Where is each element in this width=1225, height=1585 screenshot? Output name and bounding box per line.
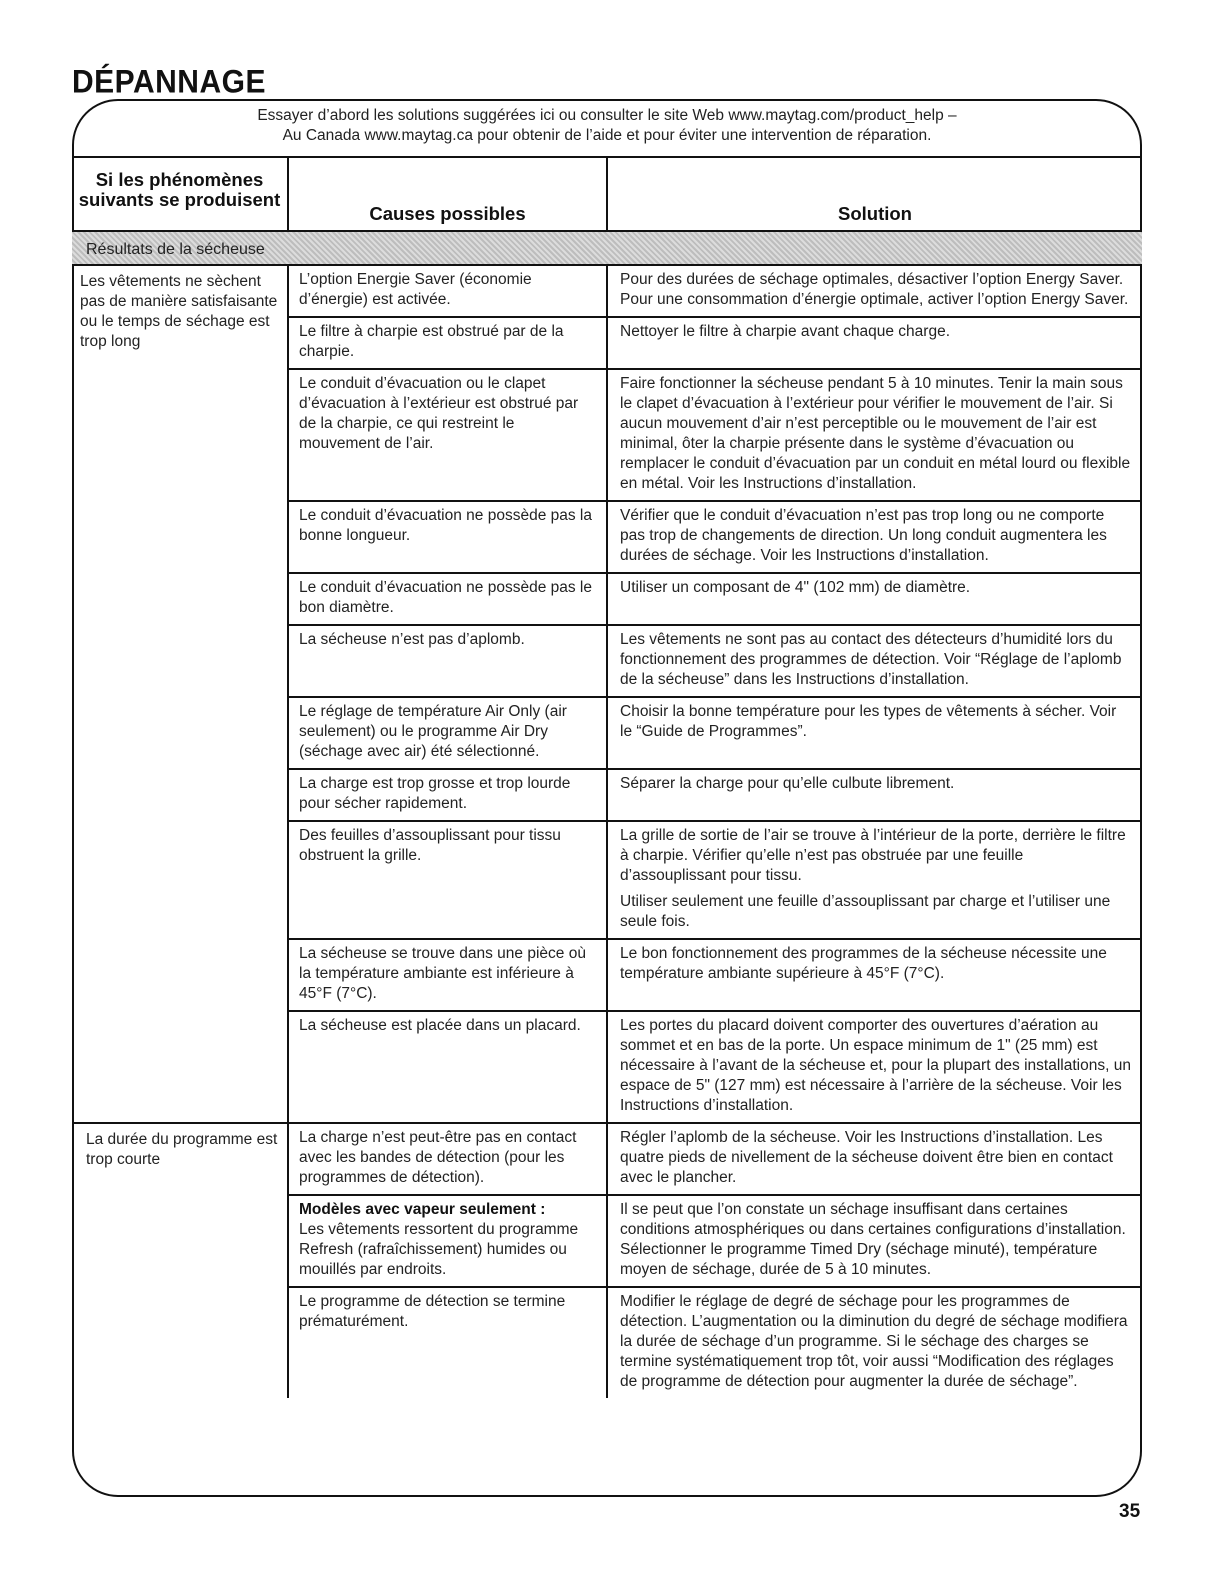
page-number: 35	[1119, 1501, 1141, 1522]
problem-cell: Les vêtements ne sèchent pas de manière satisfaisante ou le temps de séchage est trop long	[72, 265, 288, 1123]
page-title: DÉPANNAGE	[72, 64, 266, 101]
cause-cell: La sécheuse se trouve dans une pièce où la température ambiante est inférieure à 45°F (7°C).	[288, 939, 607, 1011]
solution-cell: Séparer la charge pour qu’elle culbute librement.	[607, 769, 1142, 821]
section-row	[72, 231, 1142, 265]
solution-cell: Modifier le réglage de degré de séchage pour les programmes de détection. L’augmentation ou la diminution du degré de séchage modifiera la durée de séchage d’un programme. Si le séchage des charges se termine systématiquement trop tôt, voir aussi “Modification des réglages de programme de détection pour augmenter la durée de séchage”.	[620, 1293, 1128, 1390]
problem-cell: La durée du programme est trop courte	[72, 1123, 288, 1398]
cause-text: Les vêtements ressortent du programme Refresh (rafraîchissement) humides ou mouillés par endroits.	[299, 1221, 579, 1278]
intro-line-1: Essayer d’abord les solutions suggérées ici ou consulter le site Web www.maytag.com/product_help –	[257, 107, 957, 124]
solution-cell: Choisir la bonne température pour les types de vêtements à sécher. Voir le “Guide de Programmes”.	[607, 697, 1142, 769]
solution-cell: Faire fonctionner la sécheuse pendant 5 à 10 minutes. Tenir la main sous le clapet d’évacuation à l’extérieur pour vérifier le mouvement de l’air. Si aucun mouvement d’air n’est perceptible ou le mouvement de l’air est minimal, ôter la charpie présente dans le système d’évacuation ou remplacer le conduit d’évacuation par un conduit en métal lourd ou flexible en métal. Voir les Instructions d’installation.	[607, 369, 1142, 501]
solution-paragraph: Utiliser seulement une feuille d’assouplissant par charge et l’utiliser une seule fois.	[620, 893, 1111, 930]
cause-cell: Des feuilles d’assouplissant pour tissu obstruent la grille.	[288, 821, 607, 939]
solution-cell: Nettoyer le filtre à charpie avant chaque charge.	[607, 317, 1142, 369]
cause-cell: Le conduit d’évacuation ou le clapet d’évacuation à l’extérieur est obstrué par de la charpie, ce qui restreint le mouvement de l’air.	[288, 369, 607, 501]
header-problem: Si les phénomènes suivants se produisent	[72, 157, 288, 231]
header-solution: Solution	[607, 157, 1142, 231]
solution-cell: Il se peut que l’on constate un séchage insuffisant dans certaines conditions atmosphériques ou dans certaines configurations d’installation. Sélectionner le programme Timed Dry (séchage minuté), température moyen de séchage, durée de 5 à 10 minutes.	[607, 1195, 1142, 1287]
solution-cell: Utiliser un composant de 4" (102 mm) de diamètre.	[607, 573, 1142, 625]
solution-paragraph: La grille de sortie de l’air se trouve à l’intérieur de la porte, derrière le filtre à charpie. Vérifier qu’elle n’est pas obstruée par une feuille d’assouplissant pour tissu.	[620, 827, 1126, 884]
cause-cell: Le filtre à charpie est obstrué par de la charpie.	[288, 317, 607, 369]
solution-cell	[607, 821, 1142, 939]
cause-cell: L’option Energie Saver (économie d’énergie) est activée.	[288, 265, 607, 317]
cause-cell: La charge est trop grosse et trop lourde pour sécher rapidement.	[288, 769, 607, 821]
cause-cell: Le programme de détection se termine prématurément.	[288, 1287, 607, 1398]
cause-cell: Le conduit d’évacuation ne possède pas la bonne longueur.	[288, 501, 607, 573]
solution-cell: Les vêtements ne sont pas au contact des détecteurs d’humidité lors du fonctionnement des programmes de détection. Voir “Réglage de l’aplomb de la sécheuse” dans les Instructions d’installation.	[607, 625, 1142, 697]
section-title: Résultats de la sécheuse	[72, 231, 1142, 265]
cause-cell	[288, 1195, 607, 1287]
cause-cell: La charge n’est peut-être pas en contact avec les bandes de détection (pour les programmes de détection).	[288, 1123, 607, 1195]
header-cause: Causes possibles	[288, 157, 607, 231]
cause-cell: La sécheuse n’est pas d’aplomb.	[288, 625, 607, 697]
intro-text	[74, 106, 1140, 146]
cause-cell: Le réglage de température Air Only (air seulement) ou le programme Air Dry (séchage avec air) été sélectionné.	[288, 697, 607, 769]
troubleshooting-table	[72, 156, 1142, 1398]
intro-line-2: Au Canada www.maytag.ca pour obtenir de l’aide et pour éviter une intervention de réparation.	[282, 127, 932, 144]
solution-cell: Les portes du placard doivent comporter des ouvertures d’aération au sommet et en bas de la porte. Un espace minimum de 1" (25 mm) est nécessaire à l’avant de la sécheuse et, pour la plupart des installations, un espace de 5" (127 mm) est nécessaire à l’arrière de la sécheuse. Voir les Instructions d’installation.	[607, 1011, 1142, 1123]
cause-cell: Le conduit d’évacuation ne possède pas le bon diamètre.	[288, 573, 607, 625]
cause-note-label: Modèles avec vapeur seulement :	[299, 1201, 546, 1218]
table-header-row	[72, 157, 1142, 231]
cause-cell: La sécheuse est placée dans un placard.	[288, 1011, 607, 1123]
table-row	[72, 1123, 1142, 1195]
table-row	[72, 265, 1142, 317]
solution-cell: Vérifier que le conduit d’évacuation n’est pas trop long ou ne comporte pas trop de changements de direction. Un long conduit augmentera les durées de séchage. Voir les Instructions d’installation.	[607, 501, 1142, 573]
solution-cell: Pour des durées de séchage optimales, désactiver l’option Energy Saver. Pour une consommation d’énergie optimale, activer l’option Energy Saver.	[607, 265, 1142, 317]
solution-cell: Régler l’aplomb de la sécheuse. Voir les Instructions d’installation. Les quatre pieds de nivellement de la sécheuse doivent être bien en contact avec le plancher.	[607, 1123, 1142, 1195]
solution-cell: Le bon fonctionnement des programmes de la sécheuse nécessite une température ambiante supérieure à 45°F (7°C).	[607, 939, 1142, 1011]
